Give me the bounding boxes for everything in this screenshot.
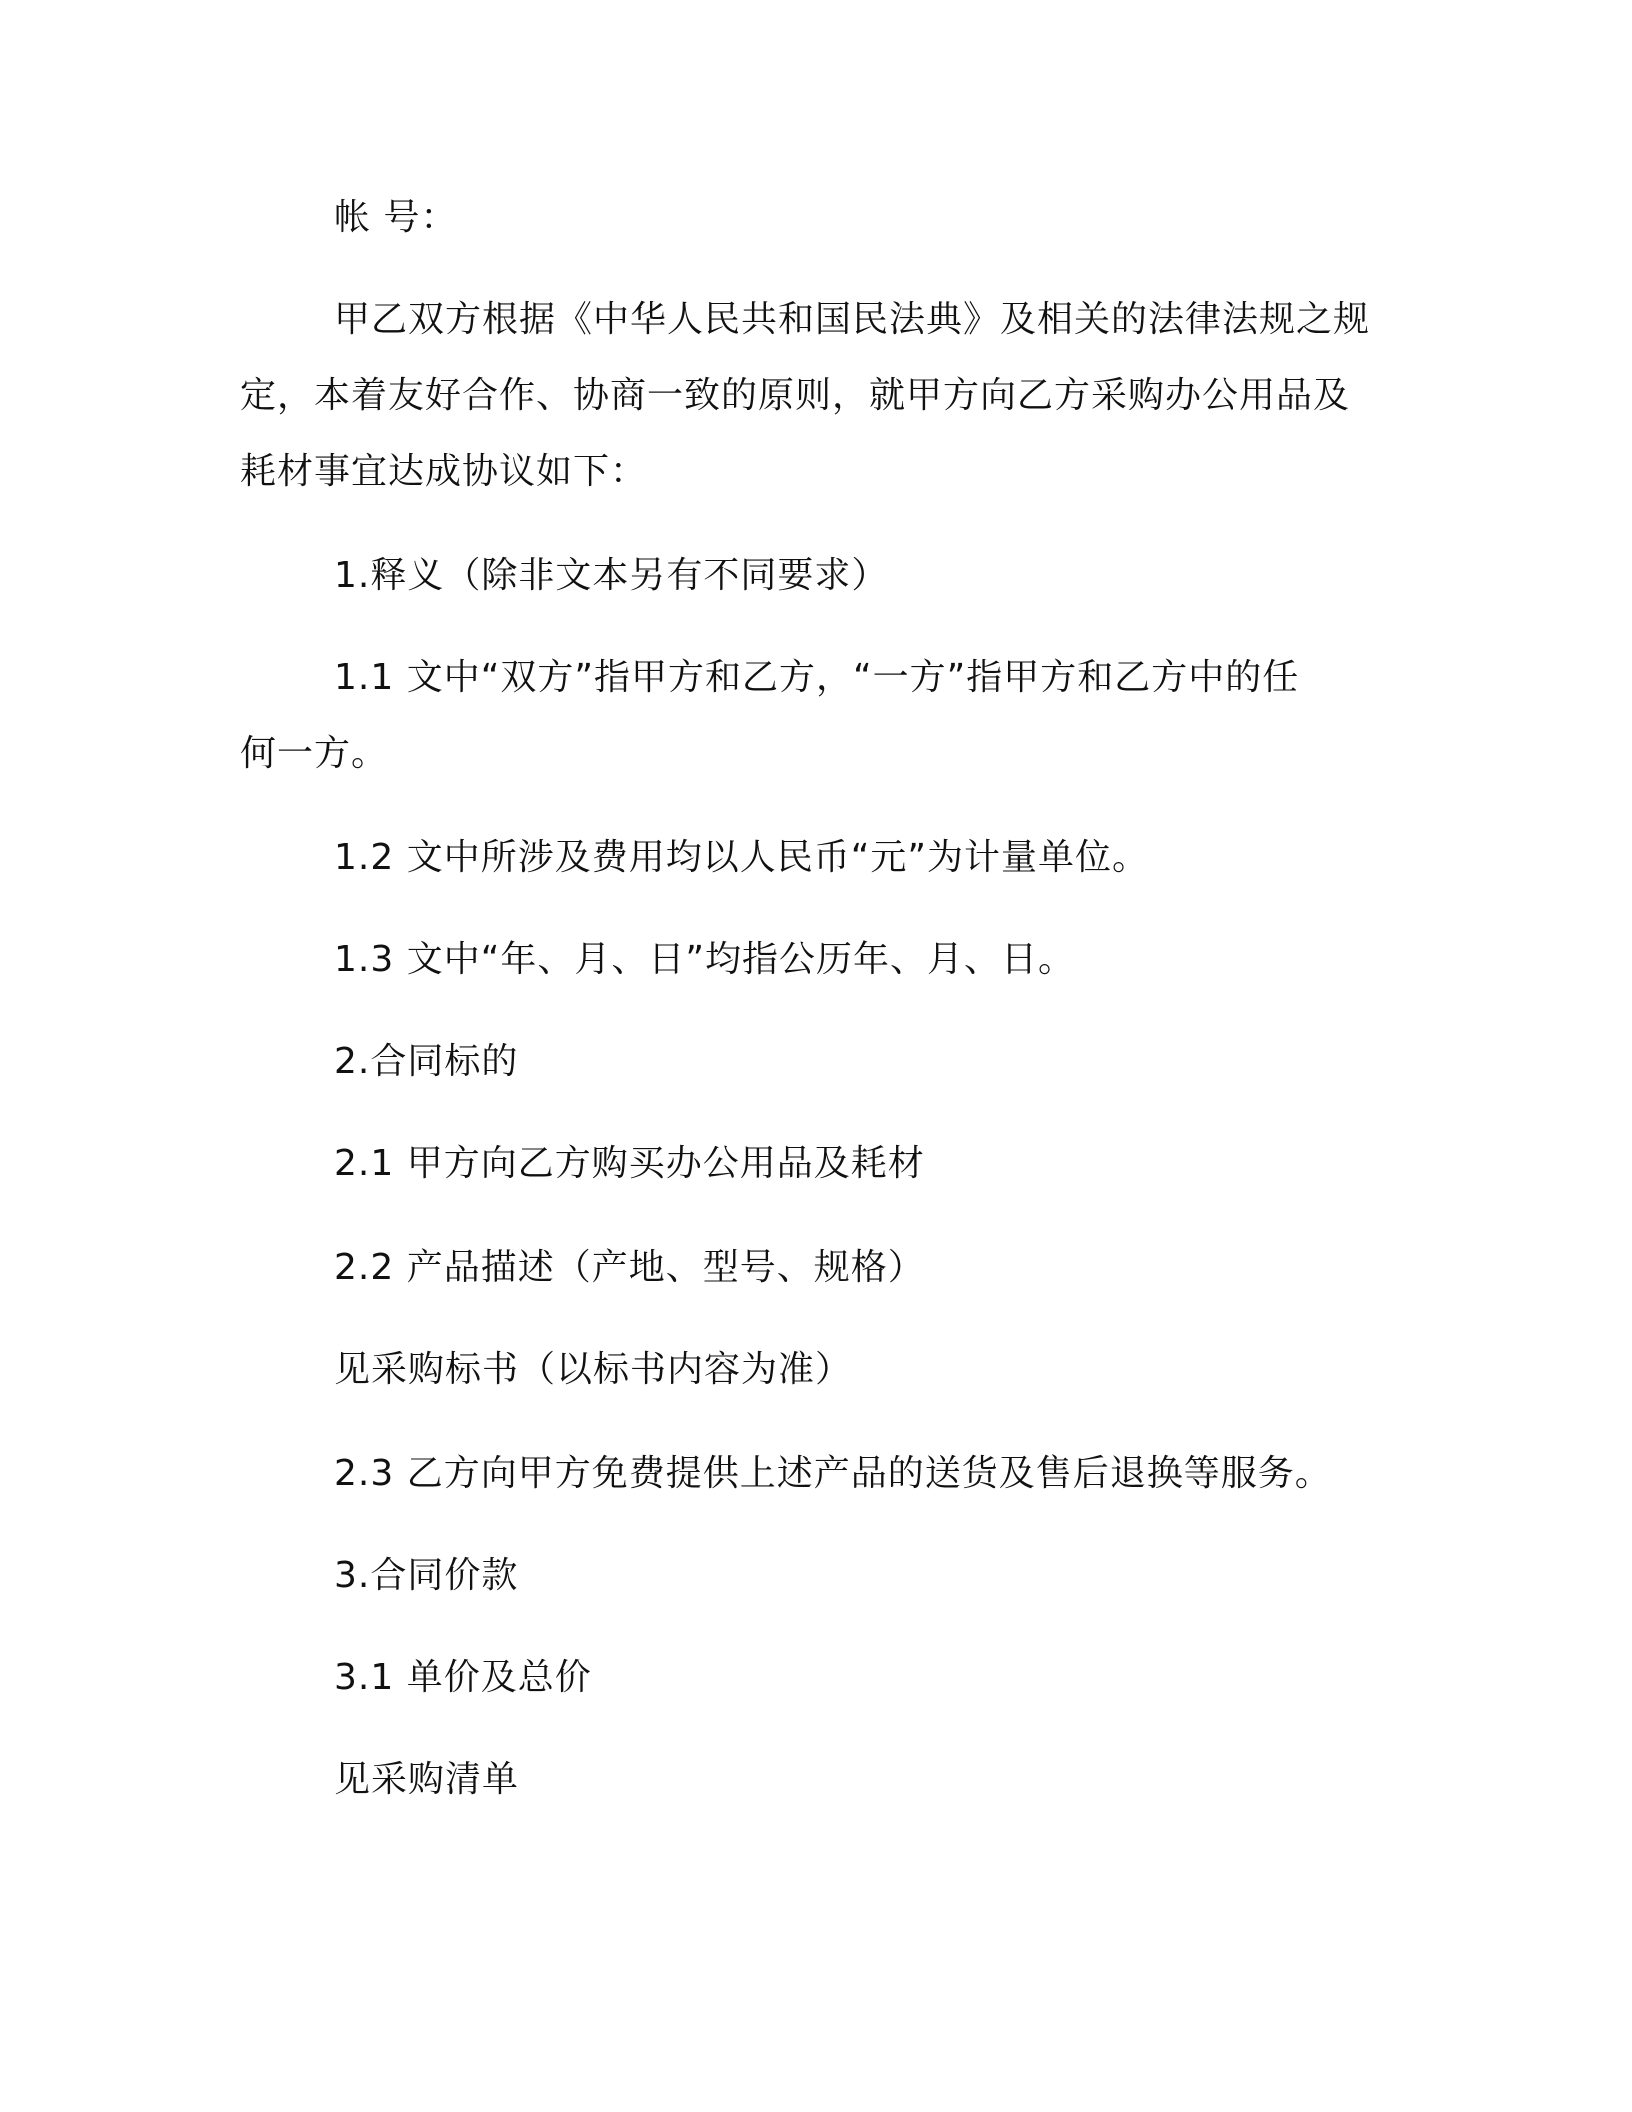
preamble-line-1: 甲乙双方根据《中华人民共和国民法典》及相关的法律法规之规: [334, 299, 1371, 340]
item-2-2: 2.2 产品描述（产地、型号、规格）: [334, 1247, 925, 1288]
item-3-1: 3.1 单价及总价: [334, 1657, 592, 1698]
account-label: 帐 号：: [334, 197, 458, 238]
item-1-1-line-1: 1.1 文中“双方”指甲方和乙方，“一方”指甲方和乙方中的任: [334, 657, 1300, 698]
preamble-line-2: 定，本着友好合作、协商一致的原则，就甲方向乙方采购办公用品及: [240, 375, 1351, 416]
item-2-3: 2.3 乙方向甲方免费提供上述产品的送货及售后退换等服务。: [334, 1453, 1332, 1494]
item-1-3: 1.3 文中“年、月、日”均指公历年、月、日。: [334, 939, 1075, 980]
section-2-heading: 2.合同标的: [334, 1041, 519, 1082]
item-2-1: 2.1 甲方向乙方购买办公用品及耗材: [334, 1143, 925, 1184]
see-tender-note: 见采购标书（以标书内容为准）: [334, 1349, 853, 1390]
item-1-1-line-2: 何一方。: [240, 733, 389, 774]
section-1-heading: 1.释义（除非文本另有不同要求）: [334, 555, 889, 596]
section-3-heading: 3.合同价款: [334, 1555, 519, 1596]
item-1-2: 1.2 文中所涉及费用均以人民币“元”为计量单位。: [334, 837, 1149, 878]
preamble-line-3: 耗材事宜达成协议如下：: [240, 451, 648, 492]
see-list-note: 见采购清单: [334, 1759, 520, 1800]
